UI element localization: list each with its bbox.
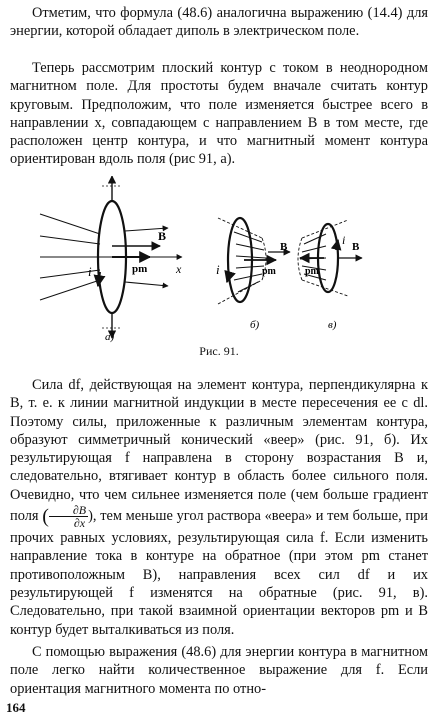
paragraph-2: Теперь рассмотрим плоский контур с током в неоднородном магнитном поле. Для простоты будем вначале считать контур круговым. Предположим, что поле изменяется быстрее всего в направлении x, совпадающем с направлением B в том месте, где расположен центр контура, и что магнитный момент контура ориентирован вдоль поля (рис 91, а). <box>10 60 428 168</box>
gradient-fraction <box>49 504 88 529</box>
i-label: i <box>342 233 346 247</box>
gradient-denominator: ∂x <box>73 516 86 531</box>
B-label: B <box>352 241 360 253</box>
B-label: B <box>158 229 167 243</box>
paragraph-3-part-2: ), тем меньше угол раствора «веера» и тем больше, при прочих равных условиях, результирующая сила f. Если изменить направление тока в контуре на обратное (при этом pm станет противоположным B), направления всех сил df и их результирующей f изменятся на обратные (рис. 91, в). Следовательно, при такой взаимной ориентации векторов pm и B контур будет выталкиваться из поля. <box>10 507 428 638</box>
panel-b-label: б) <box>250 319 260 331</box>
figure-91 <box>0 176 438 368</box>
field-line <box>40 280 100 300</box>
i-label: i <box>216 262 220 277</box>
figure-caption: Рис. 91. <box>199 344 239 358</box>
panel-b <box>216 218 290 331</box>
paragraph-1: Отметим, что формула (48.6) аналогична выражению (14.4) для энергии, которой обладает диполь в электрическом поле. <box>10 5 428 40</box>
paragraph-4: С помощью выражения (48.6) для энергии контура в магнитном поле легко найти количественное выражение для f. Если ориентация магнитного момента по отно- <box>10 644 428 697</box>
field-line <box>40 236 100 244</box>
pm-label: pm <box>132 263 148 275</box>
paragraph-3-part-1: Сила df, действующая на элемент контура, перпендикулярна к B, т. е. к линии магнитной индукции в месте пересечения ее с dl. Поэтому силы, приложенные к различным элементам контура, образуют симметричный конический «веер» (рис. 91, б). Их результирующая f направлена в сторону возрастания B и, следовательно, втягивает контур в область более сильного поля. Очевидно, что чем сильнее изменяется поле (чем больше градиент поля <box>10 377 428 524</box>
i-label: i <box>88 264 92 279</box>
pm-label: pm <box>305 266 319 277</box>
pm-label: pm <box>262 266 276 277</box>
panel-a-label: а) <box>105 331 115 343</box>
gradient-numerator: ∂B <box>49 504 88 517</box>
panel-c <box>298 220 362 331</box>
panel-c-label: в) <box>328 319 337 331</box>
B-label: B <box>280 241 288 253</box>
cone-edge <box>302 280 348 296</box>
cone-edge <box>218 218 262 238</box>
x-label: x <box>176 262 182 276</box>
field-line <box>40 214 100 234</box>
figure-91-drawing <box>0 176 438 368</box>
paragraph-3: Сила df, действующая на элемент контура, перпендикулярна к B, т. е. к линии магнитной индукции в месте пересечения ее с dl. Поэтому силы, приложенные к различным элементам контура, образуют симметричный конический «веер» (рис. 91, б). Их результирующая f направлена в сторону возрастания B и, следовательно, втягивает контур в область более сильного поля. Очевидно, что чем сильнее изменяется поле (чем больше градиент поля ( $\frac{\partial B}{\partial x}$ ), тем меньше угол раствора «веера» и тем больше, при прочих равных условиях, результирующая сила f. Если изменить направление тока в контуре на обратное (при этом pm станет противоположным B), направления всех сил df и их результирующей f изменятся на обратные (рис. 91, в). Следовательно, при такой взаимной ориентации векторов pm и B контур будет выталкиваться из поля. <box>10 377 428 638</box>
field-line <box>125 282 168 286</box>
panel-a <box>40 176 182 343</box>
page-number: 164 <box>6 700 26 715</box>
